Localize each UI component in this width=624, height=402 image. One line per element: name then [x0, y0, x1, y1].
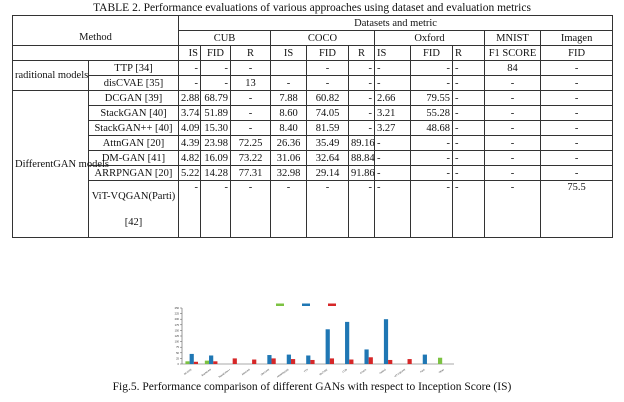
y-tick-label: 0 [177, 363, 179, 366]
method-name: StackGAN++ [40] [89, 121, 179, 136]
method-name: DCGAN [39] [89, 91, 179, 106]
method-name: ARRPNGAN [20] [89, 166, 179, 181]
table-cell: - [375, 151, 411, 166]
y-tick-label: 125 [174, 335, 179, 338]
table-cell: - [453, 91, 485, 106]
bar [272, 358, 276, 364]
table-cell: 79.55 [411, 91, 453, 106]
table-cell: - [307, 181, 349, 238]
table-cell: - [349, 121, 375, 136]
header-imagen: Imagen [541, 31, 613, 46]
bar [369, 357, 373, 364]
table-cell: 16.09 [201, 151, 231, 166]
table-cell: 29.14 [307, 166, 349, 181]
table-cell: 74.05 [307, 106, 349, 121]
table-cell: - [375, 166, 411, 181]
bar [306, 355, 310, 364]
y-tick-label: 250 [174, 307, 179, 310]
x-tick-label: ARRPNGAN [276, 368, 290, 379]
bar [388, 360, 392, 364]
header-mnist: MNIST [485, 31, 541, 46]
table-cell: - [411, 166, 453, 181]
metric-imagen-fid: FID [541, 46, 613, 61]
table-cell: 75.5 [541, 181, 613, 238]
table-cell: 2.66 [375, 91, 411, 106]
table-cell: 5.22 [179, 166, 201, 181]
x-tick-label: ViT-VQGAN [393, 368, 407, 379]
bar [291, 359, 295, 364]
bar [438, 358, 442, 364]
table-cell: - [485, 91, 541, 106]
performance-table [12, 15, 613, 238]
table-cell: - [349, 91, 375, 106]
table-cell: 14.28 [201, 166, 231, 181]
chart-svg [166, 302, 458, 378]
table-cell: 4.09 [179, 121, 201, 136]
metric-cub-fid: FID [201, 46, 231, 61]
table-cell: 32.98 [271, 166, 307, 181]
table-row [13, 106, 613, 121]
y-tick-label: 200 [174, 318, 179, 322]
table-cell: 55.28 [411, 106, 453, 121]
table-cell: 31.06 [271, 151, 307, 166]
table-cell: - [271, 181, 307, 238]
y-tick-label: 175 [174, 323, 179, 327]
table-cell: - [411, 76, 453, 91]
header-row-datasets [13, 31, 613, 46]
header-row-metrics [13, 46, 613, 61]
table-cell: - [453, 136, 485, 151]
metric-coco-is: IS [271, 46, 307, 61]
table-cell: - [179, 76, 201, 91]
metric-cub-is: IS [179, 46, 201, 61]
table-cell [271, 61, 307, 76]
table-cell: 60.82 [307, 91, 349, 106]
table-row [13, 136, 613, 151]
method-name: StackGAN [40] [89, 106, 179, 121]
table-cell: - [453, 61, 485, 76]
y-tick-label: 50 [176, 351, 179, 355]
table-cell: - [485, 106, 541, 121]
x-tick-label: Other [438, 368, 445, 375]
table-cell: - [541, 106, 613, 121]
is-bar-chart [166, 302, 458, 378]
metric-coco-r: R [349, 46, 375, 61]
method-name: disCVAE [35] [89, 76, 179, 91]
x-tick-label: Oxford [378, 368, 387, 375]
table-cell: - [231, 91, 271, 106]
x-tick-label: COCO [359, 368, 368, 375]
bar [287, 355, 291, 364]
table-cell: - [307, 76, 349, 91]
table-cell: 35.49 [307, 136, 349, 151]
bar [330, 358, 334, 364]
table-cell: - [541, 76, 613, 91]
table-cell: - [231, 121, 271, 136]
table-cell: - [453, 121, 485, 136]
table-cell: 77.31 [231, 166, 271, 181]
table-row [13, 61, 613, 76]
bar [213, 361, 217, 364]
table-cell: - [541, 61, 613, 76]
table-cell: 2.88 [179, 91, 201, 106]
bar [185, 361, 189, 364]
bar [205, 361, 209, 364]
table-cell: - [453, 166, 485, 181]
table-cell: - [375, 61, 411, 76]
table-cell: 8.40 [271, 121, 307, 136]
table-cell: - [231, 61, 271, 76]
table-cell: - [231, 106, 271, 121]
table-cell: - [541, 136, 613, 151]
x-tick-label: disCVAE [318, 368, 329, 377]
table-cell: - [375, 181, 411, 238]
table-cell: - [349, 61, 375, 76]
header-datasets-and-metric: Datasets and metric [179, 16, 613, 31]
bar [194, 362, 198, 364]
table-cell: - [201, 76, 231, 91]
table-cell: 91.86 [349, 166, 375, 181]
header-method: Method [13, 31, 179, 46]
table-cell: - [179, 181, 201, 238]
table-cell: 23.98 [201, 136, 231, 151]
table-cell: 89.16 [349, 136, 375, 151]
legend-swatch [276, 304, 284, 307]
table-row [13, 121, 613, 136]
table-cell: - [453, 181, 485, 238]
table-cell: - [231, 181, 271, 238]
metric-oxford-is: IS [375, 46, 411, 61]
y-tick-label: 150 [174, 329, 179, 333]
table-cell: 3.21 [375, 106, 411, 121]
table-cell: 3.74 [179, 106, 201, 121]
table-cell: - [201, 181, 231, 238]
header-cub: CUB [179, 31, 271, 46]
table-cell: - [411, 181, 453, 238]
method-name: ViT-VQGAN(Parti) [42] [89, 181, 179, 238]
x-tick-label: CUB [341, 368, 348, 374]
method-group-label: raditional models [13, 61, 89, 91]
metric-oxford-r: R [453, 46, 485, 61]
bar [209, 355, 213, 364]
table-cell: 13 [231, 76, 271, 91]
table-cell: - [411, 151, 453, 166]
table-cell: - [485, 121, 541, 136]
table-cell: 88.84 [349, 151, 375, 166]
table-cell: 84 [485, 61, 541, 76]
bar [364, 349, 368, 364]
header-oxford: Oxford [375, 31, 485, 46]
table-cell: - [485, 151, 541, 166]
metric-oxford-fid: FID [411, 46, 453, 61]
bar [326, 329, 330, 364]
metric-mnist-f1: F1 SCORE [485, 46, 541, 61]
legend-swatch [328, 304, 336, 307]
table-row [13, 91, 613, 106]
table-cell: - [375, 136, 411, 151]
table-cell: - [453, 76, 485, 91]
x-tick-label: StackGAN++ [217, 368, 232, 379]
table-row [13, 166, 613, 181]
bar [384, 319, 388, 364]
bar [252, 360, 256, 364]
bar [267, 355, 271, 364]
table-cell: - [485, 136, 541, 151]
bar [233, 358, 237, 364]
table-cell: - [485, 181, 541, 238]
table-cell: - [541, 151, 613, 166]
table-cell: - [411, 136, 453, 151]
table-cell: 48.68 [411, 121, 453, 136]
metric-coco-fid: FID [307, 46, 349, 61]
table-cell: - [541, 121, 613, 136]
y-tick-label: 225 [174, 312, 179, 316]
legend-swatch [302, 304, 310, 307]
table-cell: - [375, 76, 411, 91]
table-cell: - [453, 151, 485, 166]
table-cell: - [349, 106, 375, 121]
figure-caption: Fig.5. Performance comparison of different GANs with respect to Inception Score (IS) [112, 381, 512, 393]
bar [349, 360, 353, 364]
method-name: TTP [34] [89, 61, 179, 76]
table-cell: - [349, 76, 375, 91]
table-row [13, 76, 613, 91]
table-cell: 7.88 [271, 91, 307, 106]
bar [310, 360, 314, 364]
table-cell: 4.39 [179, 136, 201, 151]
x-tick-label: TTP [303, 368, 309, 374]
table-cell: 32.64 [307, 151, 349, 166]
y-tick-label: 75 [176, 346, 179, 350]
bar [345, 322, 349, 364]
bar [408, 359, 412, 364]
bar [423, 355, 427, 364]
method-group-label: DifferentGAN models [13, 91, 89, 238]
table-cell: - [541, 166, 613, 181]
table-row [13, 181, 613, 238]
table-cell: 15.30 [201, 121, 231, 136]
table-cell: 81.59 [307, 121, 349, 136]
method-name: AttnGAN [20] [89, 136, 179, 151]
header-coco: COCO [271, 31, 375, 46]
y-tick-label: 25 [176, 357, 179, 361]
x-tick-label: Parti [419, 368, 426, 374]
x-tick-label: DCGAN [183, 368, 193, 376]
y-tick-label: 100 [174, 340, 179, 344]
table-cell: 51.89 [201, 106, 231, 121]
table-cell: 8.60 [271, 106, 307, 121]
table-cell: - [179, 61, 201, 76]
table-cell: - [453, 106, 485, 121]
table-cell: 73.22 [231, 151, 271, 166]
table-cell: - [485, 166, 541, 181]
table-cell: 4.82 [179, 151, 201, 166]
table-cell: - [411, 61, 453, 76]
table-cell: - [307, 61, 349, 76]
table-cell: - [485, 76, 541, 91]
header-row-top [13, 16, 613, 31]
metric-cub-r: R [231, 46, 271, 61]
method-name: DM-GAN [41] [89, 151, 179, 166]
table-cell: 72.25 [231, 136, 271, 151]
table-caption: TABLE 2. Performance evaluations of various approaches using dataset and evaluation metrics [93, 2, 531, 14]
table-cell: 68.79 [201, 91, 231, 106]
x-tick-label: StackGAN [200, 368, 212, 378]
table-row [13, 151, 613, 166]
bar [190, 354, 194, 364]
x-tick-label: DM-GAN [260, 368, 271, 377]
table-cell: - [541, 91, 613, 106]
table-cell: - [271, 76, 307, 91]
x-tick-label: AttnGAN [241, 368, 251, 377]
table-cell: 3.27 [375, 121, 411, 136]
table-cell: - [349, 181, 375, 238]
table-cell: 26.36 [271, 136, 307, 151]
table-cell: - [201, 61, 231, 76]
